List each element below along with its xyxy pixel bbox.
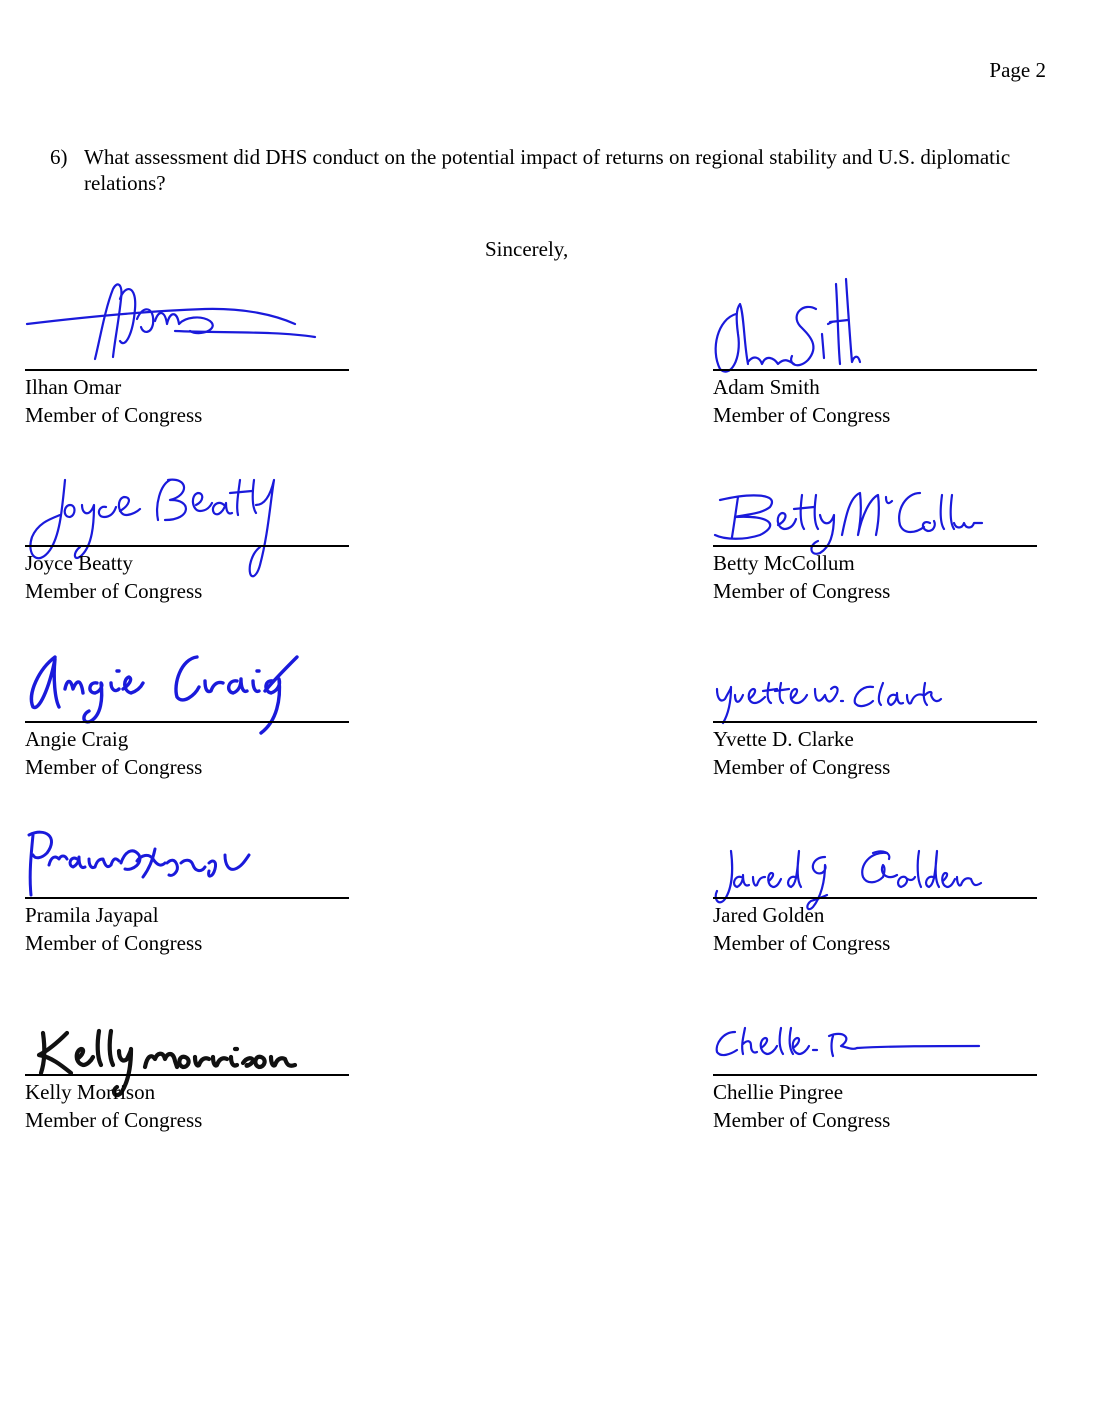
- signature-clarke-image: [713, 681, 943, 731]
- signature-line: [25, 545, 349, 547]
- signature-block-craig: [25, 721, 349, 841]
- signatory-title: Member of Congress: [25, 579, 203, 603]
- signature-mccollum-image: [710, 485, 985, 560]
- signature-block-beatty: [25, 545, 349, 665]
- signatory-title: Member of Congress: [25, 931, 203, 955]
- signature-block-jayapal: [25, 897, 349, 1017]
- closing-salutation: Sincerely,: [485, 237, 569, 261]
- signatory-title: Member of Congress: [713, 579, 891, 603]
- signature-block-mccollum: [713, 545, 1037, 665]
- signature-line: [25, 897, 349, 899]
- signatory-name: Angie Craig: [25, 727, 129, 751]
- signature-block-golden: [713, 897, 1037, 1017]
- signatory-title: Member of Congress: [713, 931, 891, 955]
- signatory-name: Joyce Beatty: [25, 551, 133, 575]
- signatory-name: Kelly Morrison: [25, 1080, 156, 1104]
- signature-craig-image: [25, 649, 300, 739]
- question-text: What assessment did DHS conduct on the potential impact of returns on regional stability and U.S. diplomatic relations?: [84, 145, 1011, 195]
- signatory-title: Member of Congress: [713, 1108, 891, 1132]
- signatory-name: Yvette D. Clarke: [713, 727, 854, 751]
- signatory-name: Chellie Pingree: [713, 1080, 844, 1104]
- signature-block-smith: [713, 369, 1037, 489]
- signature-block-morrison: [25, 1074, 349, 1194]
- signature-block-pingree: [713, 1074, 1037, 1194]
- signatory-name: Pramila Jayapal: [25, 903, 159, 927]
- signatory-title: Member of Congress: [713, 403, 891, 427]
- signature-line: [713, 721, 1037, 723]
- signatory-title: Member of Congress: [25, 403, 203, 427]
- signature-line: [713, 1074, 1037, 1076]
- signatory-name: Jared Golden: [713, 903, 825, 927]
- signature-jayapal-image: [25, 825, 255, 905]
- page-number: Page 2: [989, 58, 1046, 82]
- signatory-title: Member of Congress: [25, 755, 203, 779]
- signature-beatty-image: [20, 475, 280, 595]
- question-number: 6): [50, 145, 68, 169]
- signatory-name: Betty McCollum: [713, 551, 855, 575]
- signature-smith-image: [708, 274, 868, 379]
- signature-block-omar: [25, 369, 349, 489]
- signatory-name: Ilhan Omar: [25, 375, 122, 399]
- signatory-name: Adam Smith: [713, 375, 820, 399]
- signatory-title: Member of Congress: [25, 1108, 203, 1132]
- signature-line: [713, 369, 1037, 371]
- signature-line: [713, 897, 1037, 899]
- signature-line: [25, 1074, 349, 1076]
- signature-line: [713, 545, 1037, 547]
- signatory-title: Member of Congress: [713, 755, 891, 779]
- signature-block-clarke: [713, 721, 1037, 841]
- signature-line: [25, 369, 349, 371]
- signature-omar-image: [25, 279, 325, 379]
- signature-pingree-image: [713, 1026, 983, 1066]
- signature-line: [25, 721, 349, 723]
